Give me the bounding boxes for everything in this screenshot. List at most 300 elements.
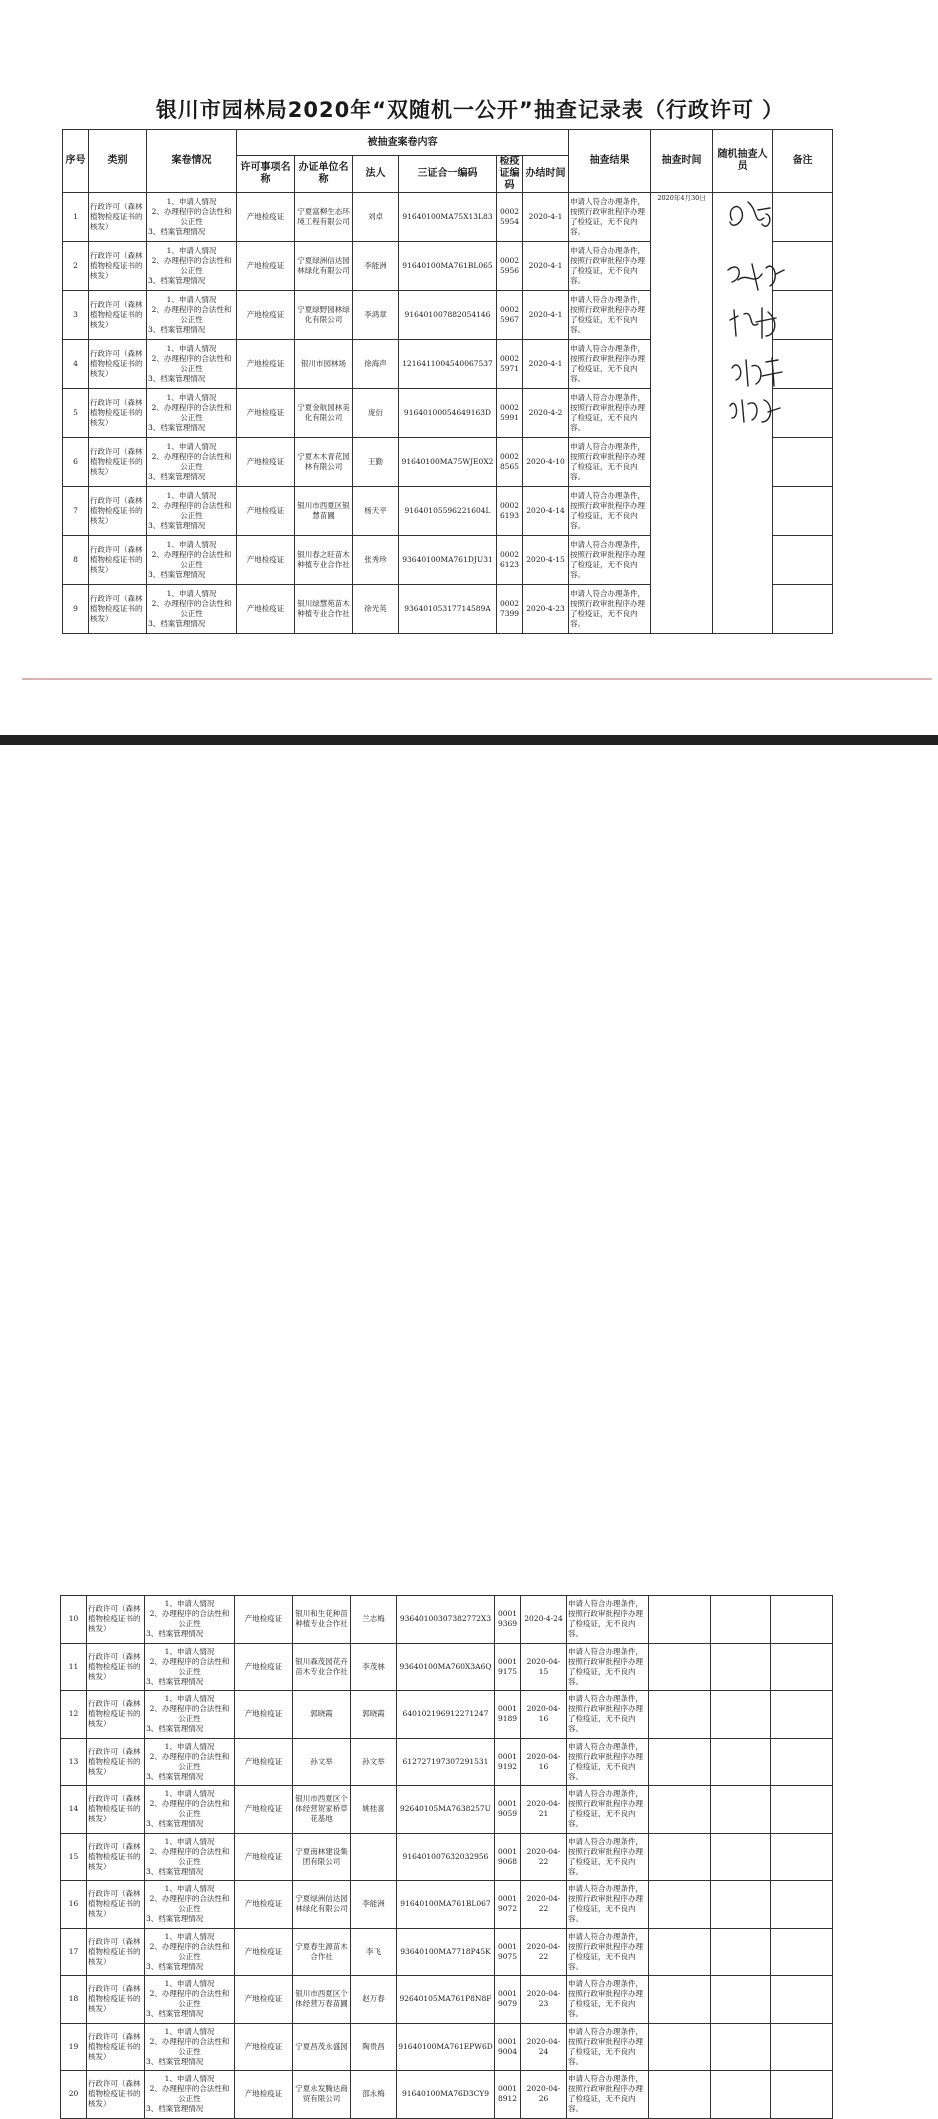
cond-2: 2、办理程序的合法性和公正性: [151, 403, 232, 422]
credit-code-cell: 612727197307291531: [397, 1738, 495, 1786]
case-status-cell: [145, 2071, 235, 2119]
done-time-cell: 2020-04-22: [521, 1881, 567, 1929]
legal-person-cell: 王勤: [353, 438, 399, 487]
cond-3: 3、档案管理情况: [148, 570, 206, 579]
done-time-cell: 2020-04-22: [521, 1928, 567, 1976]
cond-2: 2、办理程序的合法性和公正性: [151, 207, 232, 226]
check-date-cell: [649, 1738, 711, 1786]
legal-person-cell: 徐海声: [353, 340, 399, 389]
license-name-cell: 产地检疫证: [235, 2071, 293, 2119]
cond-3: 3、档案管理情况: [146, 1629, 204, 1639]
legal-person-cell: 赵万春: [351, 1976, 397, 2024]
legal-person-cell: 张秀珍: [353, 536, 399, 585]
check-date-cell: [649, 1691, 711, 1739]
credit-code-cell: 91640100054649163D: [399, 389, 497, 438]
category-cell: 行政许可（森林植物检疫证书的核发）: [87, 1691, 145, 1739]
category-cell: 行政许可（森林植物检疫证书的核发）: [87, 1786, 145, 1834]
row-seq: 17: [61, 1928, 87, 1976]
cond-2: 2、办理程序的合法性和公正性: [151, 354, 232, 373]
result-cell: 申请人符合办理条件，按照行政审批程序办理了检疫证，无不良内容。: [567, 1976, 649, 2024]
case-status-cell: [145, 2023, 235, 2071]
done-time-cell: 2020-4-15: [523, 536, 569, 585]
header-remarks: 备注: [773, 130, 833, 193]
cert-unit-cell: 银川市西夏区银慧苗圃: [295, 487, 353, 536]
cond-3: 3、档案管理情况: [146, 1819, 204, 1829]
license-name-cell: 产地检疫证: [235, 1786, 293, 1834]
cond-2: 2、办理程序的合法性和公正性: [149, 1941, 230, 1961]
cond-1: 1、申请人情况: [166, 393, 217, 402]
cert-no-cell: 00019059: [495, 1786, 521, 1834]
cond-3: 3、档案管理情况: [148, 276, 206, 285]
inspectors-cell: [711, 1928, 771, 1976]
category-cell: 行政许可（森林植物检疫证书的核发）: [87, 1976, 145, 2024]
row-seq: 10: [61, 1596, 87, 1644]
row-seq: 15: [61, 1833, 87, 1881]
legal-person-cell: 邵永梅: [351, 2071, 397, 2119]
remarks-cell: [771, 1738, 833, 1786]
result-cell: 申请人符合办理条件，按照行政审批程序办理了检疫证，无不良内容。: [569, 389, 651, 438]
check-date-cell: [649, 2071, 711, 2119]
cert-unit-cell: 宁夏绿野园林绿化有限公司: [295, 291, 353, 340]
result-cell: 申请人符合办理条件，按照行政审批程序办理了检疫证，无不良内容。: [569, 536, 651, 585]
done-time-cell: 2020-4-1: [523, 340, 569, 389]
cond-3: 3、档案管理情况: [148, 472, 206, 481]
legal-person-cell: 兰志梅: [351, 1596, 397, 1644]
cert-unit-cell: 宁夏南林建设集团有限公司: [293, 1833, 351, 1881]
case-status-cell: [147, 193, 237, 242]
license-name-cell: 产地检疫证: [235, 1928, 293, 1976]
header-credit-code: 三证合一编码: [399, 156, 497, 193]
cert-unit-cell: 郭晓霞: [293, 1691, 351, 1739]
case-status-cell: [145, 1596, 235, 1644]
inspectors-cell: [711, 2071, 771, 2119]
legal-person-cell: 陶贵昌: [351, 2023, 397, 2071]
remarks-cell: [773, 438, 833, 487]
credit-code-cell: 1216411004540067537: [399, 340, 497, 389]
result-cell: 申请人符合办理条件，按照行政审批程序办理了检疫证，无不良内容。: [567, 1596, 649, 1644]
table-row: [61, 1596, 833, 1644]
cond-3: 3、档案管理情况: [148, 521, 206, 530]
inspectors-cell: [711, 1643, 771, 1691]
case-status-cell: [147, 438, 237, 487]
cond-2: 2、办理程序的合法性和公正性: [149, 1704, 230, 1724]
license-name-cell: 产地检疫证: [235, 1833, 293, 1881]
license-name-cell: 产地检疫证: [235, 1691, 293, 1739]
case-status-cell: [147, 536, 237, 585]
done-time-cell: 2020-04-16: [521, 1691, 567, 1739]
remarks-cell: [771, 1786, 833, 1834]
row-seq: 7: [63, 487, 89, 536]
legal-person-cell: 徐光英: [353, 585, 399, 634]
row-seq: 18: [61, 1976, 87, 2024]
done-time-cell: 2020-04-24: [521, 2023, 567, 2071]
case-status-cell: [147, 291, 237, 340]
cond-1: 1、申请人情况: [166, 246, 217, 255]
header-seq: 序号: [63, 130, 89, 193]
table-row: [61, 1881, 833, 1929]
result-cell: 申请人符合办理条件，按照行政审批程序办理了检疫证，无不良内容。: [567, 1833, 649, 1881]
row-seq: 11: [61, 1643, 87, 1691]
case-status-cell: [147, 487, 237, 536]
check-date-cell: [649, 1786, 711, 1834]
page-edge-line: [22, 678, 932, 680]
remarks-cell: [773, 487, 833, 536]
row-seq: 4: [63, 340, 89, 389]
done-time-cell: 2020-4-2: [523, 389, 569, 438]
result-cell: 申请人符合办理条件，按照行政审批程序办理了检疫证，无不良内容。: [569, 438, 651, 487]
cond-3: 3、档案管理情况: [146, 2056, 204, 2066]
table-row: [61, 2071, 833, 2119]
credit-code-cell: 91640100MA75X13L83: [399, 193, 497, 242]
cond-1: 1、申请人情况: [164, 2026, 215, 2036]
license-name-cell: 产地检疫证: [237, 585, 295, 634]
result-cell: 申请人符合办理条件，按照行政审批程序办理了检疫证，无不良内容。: [569, 291, 651, 340]
document-page-1: [0, 0, 938, 680]
legal-person-cell: [351, 1833, 397, 1881]
cond-1: 1、申请人情况: [166, 540, 217, 549]
remarks-cell: [771, 2071, 833, 2119]
category-cell: 行政许可（森林植物检疫证书的核发）: [89, 193, 147, 242]
table-row: [61, 1976, 833, 2024]
cert-unit-cell: 宁夏金航园林美化有限公司: [295, 389, 353, 438]
cert-no-cell: 00025967: [497, 291, 523, 340]
cert-unit-cell: 银川森茂园花卉苗木专业合作社: [293, 1643, 351, 1691]
row-seq: 2: [63, 242, 89, 291]
legal-person-cell: 李鸿章: [353, 291, 399, 340]
cert-unit-cell: 宁夏绿洲信达园林绿化有限公司: [293, 1881, 351, 1929]
cert-no-cell: 00025991: [497, 389, 523, 438]
result-cell: 申请人符合办理条件，按照行政审批程序办理了检疫证，无不良内容。: [567, 2071, 649, 2119]
cond-3: 3、档案管理情况: [148, 325, 206, 334]
record-table-body-page-2: [61, 1596, 833, 2119]
cert-unit-cell: 宁夏木木青花园林有限公司: [295, 438, 353, 487]
cert-no-cell: 00018912: [495, 2071, 521, 2119]
table-row: [61, 1643, 833, 1691]
legal-person-cell: 李能洲: [353, 242, 399, 291]
case-status-cell: [145, 1738, 235, 1786]
row-seq: 12: [61, 1691, 87, 1739]
cond-1: 1、申请人情况: [164, 2074, 215, 2084]
inspectors-cell: [711, 1596, 771, 1644]
header-result: 抽查结果: [569, 130, 651, 193]
page-separator: [0, 735, 938, 745]
remarks-cell: [771, 1833, 833, 1881]
credit-code-cell: 92640105MA761P8N8F: [397, 1976, 495, 2024]
case-status-cell: [145, 1833, 235, 1881]
case-status-cell: [147, 340, 237, 389]
license-name-cell: 产地检疫证: [235, 1881, 293, 1929]
case-status-cell: [147, 242, 237, 291]
cert-no-cell: 00019068: [495, 1833, 521, 1881]
done-time-cell: 2020-04-23: [521, 1976, 567, 2024]
category-cell: 行政许可（森林植物检疫证书的核发）: [89, 389, 147, 438]
license-name-cell: 产地检疫证: [237, 242, 295, 291]
cert-no-cell: 00027399: [497, 585, 523, 634]
credit-code-cell: 92640105MA7638257U: [397, 1786, 495, 1834]
cond-1: 1、申请人情况: [166, 589, 217, 598]
credit-code-cell: 640102196912271247: [397, 1691, 495, 1739]
legal-person-cell: 李茂林: [351, 1643, 397, 1691]
cert-no-cell: 00025956: [497, 242, 523, 291]
done-time-cell: 2020-4-1: [523, 193, 569, 242]
legal-person-cell: 姚桂喜: [351, 1786, 397, 1834]
license-name-cell: 产地检疫证: [237, 291, 295, 340]
cond-2: 2、办理程序的合法性和公正性: [149, 2084, 230, 2104]
done-time-cell: 2020-04-16: [521, 1738, 567, 1786]
page-title: 银川市园林局2020年“双随机一公开”抽查记录表（行政许可 ）: [155, 98, 785, 122]
category-cell: 行政许可（森林植物检疫证书的核发）: [87, 2023, 145, 2071]
cond-3: 3、档案管理情况: [146, 1866, 204, 1876]
cert-unit-cell: 宁夏昌茂永盛园: [293, 2023, 351, 2071]
credit-code-cell: 91640100MA761BL067: [397, 1881, 495, 1929]
remarks-cell: [771, 2023, 833, 2071]
row-seq: 8: [63, 536, 89, 585]
cond-1: 1、申请人情况: [164, 1741, 215, 1751]
done-time-cell: 2020-4-1: [523, 242, 569, 291]
cond-3: 3、档案管理情况: [148, 619, 206, 628]
cond-1: 1、申请人情况: [164, 1931, 215, 1941]
row-seq: 1: [63, 193, 89, 242]
cert-no-cell: 00019369: [495, 1596, 521, 1644]
inspectors-cell: [711, 1881, 771, 1929]
category-cell: 行政许可（森林植物检疫证书的核发）: [89, 536, 147, 585]
cert-no-cell: 00025971: [497, 340, 523, 389]
credit-code-cell: 91640100MA761EPW6D: [397, 2023, 495, 2071]
cond-2: 2、办理程序的合法性和公正性: [151, 501, 232, 520]
cond-2: 2、办理程序的合法性和公正性: [149, 1751, 230, 1771]
result-cell: 申请人符合办理条件，按照行政审批程序办理了检疫证，无不良内容。: [567, 1691, 649, 1739]
result-cell: 申请人符合办理条件，按照行政审批程序办理了检疫证，无不良内容。: [567, 1738, 649, 1786]
cond-3: 3、档案管理情况: [146, 2009, 204, 2019]
cond-1: 1、申请人情况: [166, 344, 217, 353]
inspectors-cell: [711, 1786, 771, 1834]
cert-unit-cell: 银川春之旺苗木种植专业合作社: [295, 536, 353, 585]
legal-person-cell: 李能洲: [351, 1881, 397, 1929]
legal-person-cell: 李飞: [351, 1928, 397, 1976]
check-date-cell: [649, 1928, 711, 1976]
cond-2: 2、办理程序的合法性和公正性: [149, 1894, 230, 1914]
table-row: [61, 1738, 833, 1786]
cond-3: 3、档案管理情况: [146, 1961, 204, 1971]
cert-no-cell: 00019192: [495, 1738, 521, 1786]
row-seq: 19: [61, 2023, 87, 2071]
license-name-cell: 产地检疫证: [237, 193, 295, 242]
legal-person-cell: 孙文举: [351, 1738, 397, 1786]
header-group: 被抽查案卷内容: [237, 130, 569, 156]
header-inspectors: 随机抽查人员: [713, 130, 773, 193]
cond-1: 1、申请人情况: [164, 1979, 215, 1989]
cert-unit-cell: 孙文举: [293, 1738, 351, 1786]
cert-no-cell: 00019079: [495, 1976, 521, 2024]
legal-person-cell: 刘卓: [353, 193, 399, 242]
cond-2: 2、办理程序的合法性和公正性: [151, 550, 232, 569]
credit-code-cell: 93640100MA761DJU31: [399, 536, 497, 585]
cert-unit-cell: 银川市园林场: [295, 340, 353, 389]
cert-unit-cell: 银川绿慧苑苗木种植专业合作社: [295, 585, 353, 634]
header-case-status: 案卷情况: [147, 130, 237, 193]
result-cell: 申请人符合办理条件，按照行政审批程序办理了检疫证，无不良内容。: [567, 2023, 649, 2071]
license-name-cell: 产地检疫证: [235, 1596, 293, 1644]
license-name-cell: 产地检疫证: [237, 487, 295, 536]
cond-2: 2、办理程序的合法性和公正性: [151, 452, 232, 471]
cond-1: 1、申请人情况: [164, 1694, 215, 1704]
license-name-cell: 产地检疫证: [237, 340, 295, 389]
credit-code-cell: 91640105596221604L: [399, 487, 497, 536]
cond-3: 3、档案管理情况: [146, 1771, 204, 1781]
category-cell: 行政许可（森林植物检疫证书的核发）: [89, 291, 147, 340]
cond-3: 3、档案管理情况: [146, 2104, 204, 2114]
license-name-cell: 产地检疫证: [235, 1976, 293, 2024]
credit-code-cell: 93640100MA7718P45K: [397, 1928, 495, 1976]
cond-2: 2、办理程序的合法性和公正性: [149, 1609, 230, 1629]
case-status-cell: [145, 1976, 235, 2024]
cert-unit-cell: 宁夏富柳生态环境工程有限公司: [295, 193, 353, 242]
result-cell: 申请人符合办理条件，按照行政审批程序办理了检疫证，无不良内容。: [567, 1881, 649, 1929]
check-date-cell: [649, 2023, 711, 2071]
license-name-cell: 产地检疫证: [237, 389, 295, 438]
done-time-cell: 2020-4-24: [521, 1596, 567, 1644]
cert-unit-cell: 宁夏永发腾达商贸有限公司: [293, 2071, 351, 2119]
case-status-cell: [147, 585, 237, 634]
inspectors-cell: [711, 2023, 771, 2071]
cert-no-cell: 00026193: [497, 487, 523, 536]
cert-no-cell: 00028565: [497, 438, 523, 487]
cert-no-cell: 00019175: [495, 1643, 521, 1691]
cond-2: 2、办理程序的合法性和公正性: [151, 305, 232, 324]
legal-person-cell: 郭晓霞: [351, 1691, 397, 1739]
cond-3: 3、档案管理情况: [146, 1676, 204, 1686]
remarks-cell: [773, 536, 833, 585]
cert-unit-cell: 银川和生花种苗种植专业合作社: [293, 1596, 351, 1644]
result-cell: 申请人符合办理条件，按照行政审批程序办理了检疫证，无不良内容。: [569, 585, 651, 634]
cert-no-cell: 00025954: [497, 193, 523, 242]
header-legal-person: 法人: [353, 156, 399, 193]
remarks-cell: [773, 585, 833, 634]
cond-2: 2、办理程序的合法性和公正性: [151, 256, 232, 275]
remarks-cell: [771, 1643, 833, 1691]
result-cell: 申请人符合办理条件，按照行政审批程序办理了检疫证，无不良内容。: [567, 1928, 649, 1976]
cond-1: 1、申请人情况: [164, 1836, 215, 1846]
credit-code-cell: 916401007632032956: [397, 1833, 495, 1881]
row-seq: 16: [61, 1881, 87, 1929]
case-status-cell: [145, 1881, 235, 1929]
remarks-cell: [771, 1928, 833, 1976]
row-seq: 14: [61, 1786, 87, 1834]
license-name-cell: 产地检疫证: [237, 438, 295, 487]
cond-2: 2、办理程序的合法性和公正性: [149, 1846, 230, 1866]
header-cert-unit: 办证单位名称: [295, 156, 353, 193]
cond-2: 2、办理程序的合法性和公正性: [149, 1799, 230, 1819]
remarks-cell: [771, 1691, 833, 1739]
license-name-cell: 产地检疫证: [237, 536, 295, 585]
cert-unit-cell: 宁夏绿洲信达园林绿化有限公司: [295, 242, 353, 291]
check-date-cell: [649, 1643, 711, 1691]
result-cell: 申请人符合办理条件，按照行政审批程序办理了检疫证，无不良内容。: [569, 242, 651, 291]
result-cell: 申请人符合办理条件，按照行政审批程序办理了检疫证，无不良内容。: [569, 487, 651, 536]
license-name-cell: 产地检疫证: [235, 2023, 293, 2071]
cert-no-cell: 00019004: [495, 2023, 521, 2071]
header-category: 类别: [89, 130, 147, 193]
row-seq: 3: [63, 291, 89, 340]
category-cell: 行政许可（森林植物检疫证书的核发）: [89, 585, 147, 634]
category-cell: 行政许可（森林植物检疫证书的核发）: [87, 1738, 145, 1786]
done-time-cell: 2020-4-10: [523, 438, 569, 487]
legal-person-cell: 杨天平: [353, 487, 399, 536]
done-time-cell: 2020-4-1: [523, 291, 569, 340]
credit-code-cell: 916401007882054146: [399, 291, 497, 340]
case-status-cell: [145, 1643, 235, 1691]
check-date-cell: [649, 1833, 711, 1881]
credit-code-cell: 91640100MA75WJE0X2: [399, 438, 497, 487]
cert-no-cell: 00019072: [495, 1881, 521, 1929]
done-time-cell: 2020-04-15: [521, 1643, 567, 1691]
header-cert-no: 检疫证编码: [497, 156, 523, 193]
done-time-cell: 2020-04-21: [521, 1786, 567, 1834]
row-seq: 9: [63, 585, 89, 634]
category-cell: 行政许可（森林植物检疫证书的核发）: [87, 1881, 145, 1929]
category-cell: 行政许可（森林植物检疫证书的核发）: [89, 487, 147, 536]
category-cell: 行政许可（森林植物检疫证书的核发）: [87, 1596, 145, 1644]
row-seq: 13: [61, 1738, 87, 1786]
cond-1: 1、申请人情况: [164, 1884, 215, 1894]
inspectors-cell: [711, 1691, 771, 1739]
case-status-cell: [145, 1691, 235, 1739]
category-cell: 行政许可（森林植物检疫证书的核发）: [89, 242, 147, 291]
remarks-cell: [771, 1976, 833, 2024]
credit-code-cell: 93640105317714589A: [399, 585, 497, 634]
result-cell: 申请人符合办理条件，按照行政审批程序办理了检疫证，无不良内容。: [569, 340, 651, 389]
result-cell: 申请人符合办理条件，按照行政审批程序办理了检疫证，无不良内容。: [567, 1786, 649, 1834]
category-cell: 行政许可（森林植物检疫证书的核发）: [87, 1643, 145, 1691]
inspectors-cell: [711, 1833, 771, 1881]
cond-3: 3、档案管理情况: [146, 1724, 204, 1734]
table-row: [61, 1786, 833, 1834]
category-cell: 行政许可（森林植物检疫证书的核发）: [87, 1928, 145, 1976]
remarks-cell: [771, 1596, 833, 1644]
category-cell: 行政许可（森林植物检疫证书的核发）: [89, 340, 147, 389]
cond-1: 1、申请人情况: [166, 295, 217, 304]
cert-unit-cell: 银川市西夏区个体经营贺家桥草花基地: [293, 1786, 351, 1834]
category-cell: 行政许可（森林植物检疫证书的核发）: [87, 2071, 145, 2119]
cond-1: 1、申请人情况: [166, 197, 217, 206]
license-name-cell: 产地检疫证: [235, 1643, 293, 1691]
check-date-cell: 2020年4月30日: [651, 193, 713, 634]
table-row: [61, 1928, 833, 1976]
cond-3: 3、档案管理情况: [146, 1914, 204, 1924]
table-row: [61, 1691, 833, 1739]
result-cell: 申请人符合办理条件，按照行政审批程序办理了检疫证，无不良内容。: [567, 1643, 649, 1691]
result-cell: 申请人符合办理条件，按照行政审批程序办理了检疫证，无不良内容。: [569, 193, 651, 242]
category-cell: 行政许可（森林植物检疫证书的核发）: [89, 438, 147, 487]
row-seq: 5: [63, 389, 89, 438]
credit-code-cell: 91640100MA761BL065: [399, 242, 497, 291]
done-time-cell: 2020-4-23: [523, 585, 569, 634]
inspectors-cell: [711, 1738, 771, 1786]
row-seq: 6: [63, 438, 89, 487]
case-status-cell: [145, 1786, 235, 1834]
cond-1: 1、申请人情况: [166, 442, 217, 451]
cond-2: 2、办理程序的合法性和公正性: [149, 1656, 230, 1676]
cond-2: 2、办理程序的合法性和公正性: [151, 599, 232, 618]
category-cell: 行政许可（森林植物检疫证书的核发）: [87, 1833, 145, 1881]
case-status-cell: [145, 1928, 235, 1976]
cond-2: 2、办理程序的合法性和公正性: [149, 1989, 230, 2009]
inspectors-cell: [711, 1976, 771, 2024]
done-time-cell: 2020-04-26: [521, 2071, 567, 2119]
cond-3: 3、档案管理情况: [148, 374, 206, 383]
cert-no-cell: 00019075: [495, 1928, 521, 1976]
cond-3: 3、档案管理情况: [148, 423, 206, 432]
